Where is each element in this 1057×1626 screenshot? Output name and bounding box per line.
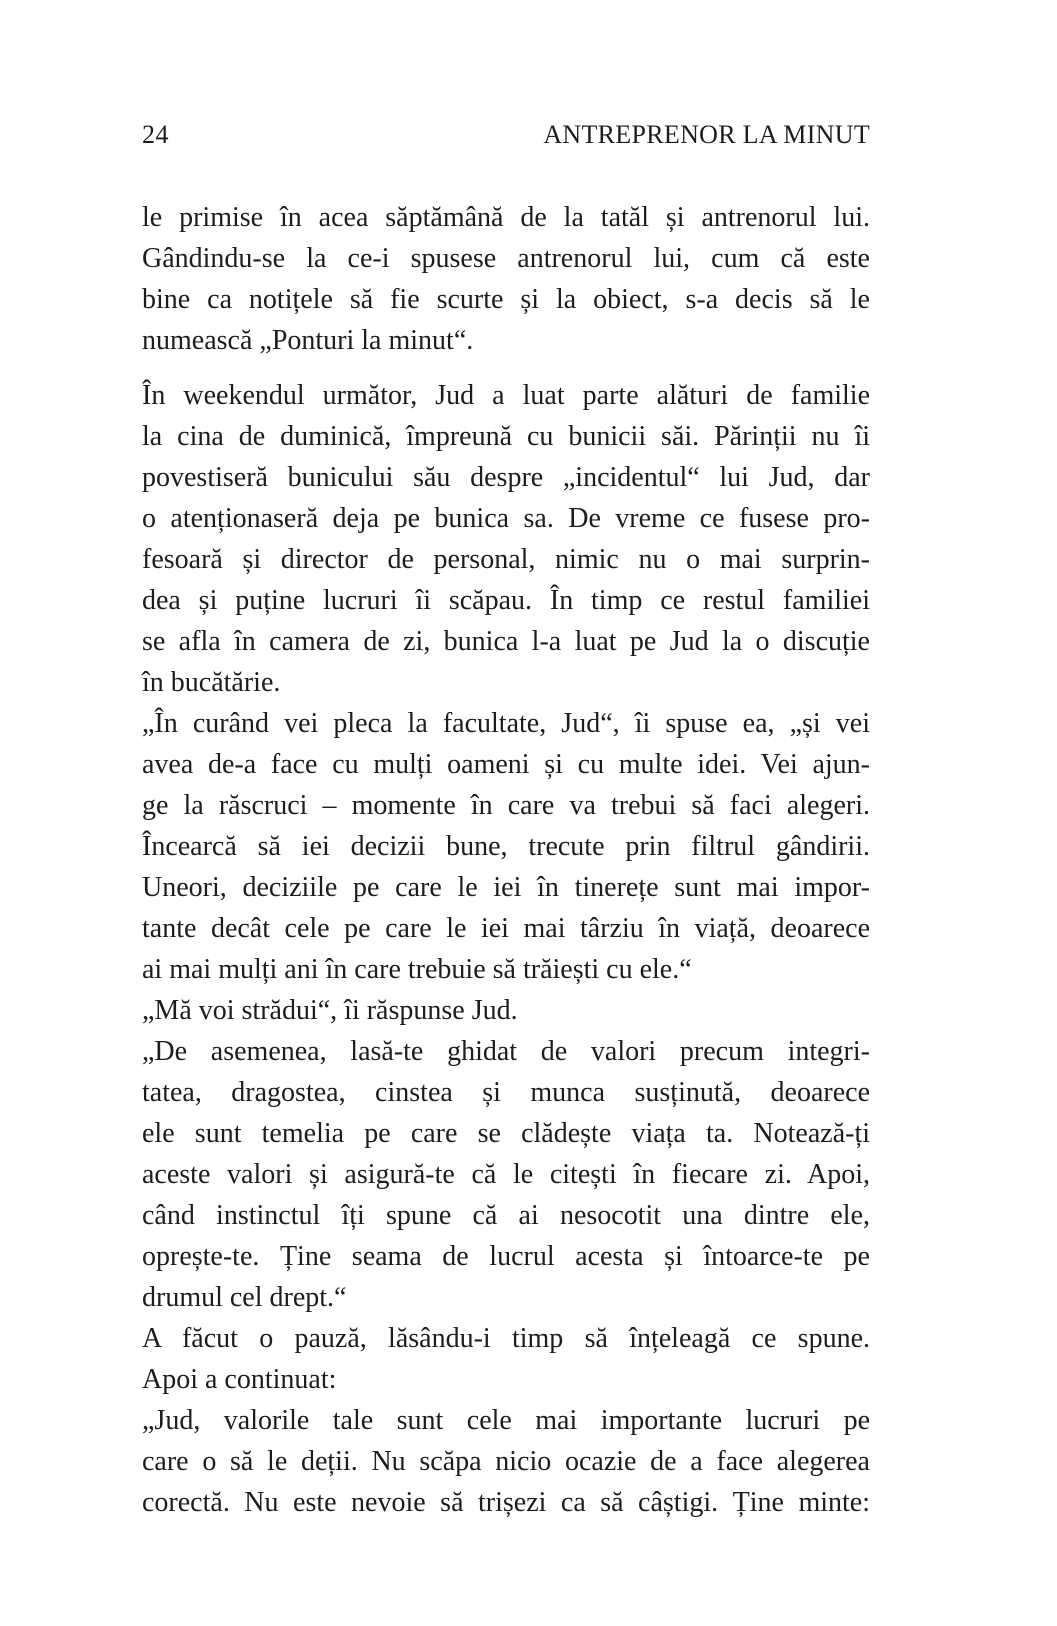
text-line: ge la răscruci – momente în care va trebui să faci alegeri.: [142, 790, 870, 821]
text-line: povestiseră bunicului său despre „incidentul“ lui Jud, dar: [142, 462, 870, 493]
text-line: avea de-a face cu mulți oameni și cu multe idei. Vei ajun-: [142, 749, 870, 780]
running-title: ANTREPRENOR LA MINUT: [543, 120, 870, 149]
text-line: tante decât cele pe care le iei mai târziu în viață, deoarece: [142, 913, 870, 944]
text-line: ai mai mulți ani în care trebuie să trăiești cu ele.“: [142, 954, 692, 985]
text-line: o atenționaseră deja pe bunica sa. De vreme ce fusese pro-: [142, 503, 870, 534]
paragraph: [142, 703, 870, 990]
paragraph: [142, 990, 870, 1031]
page-header: [142, 120, 870, 150]
text-line: aceste valori și asigură-te că le citești în fiecare zi. Apoi,: [142, 1159, 870, 1190]
text-line: când instinctul îți spune că ai nesocotit una dintre ele,: [142, 1200, 870, 1231]
paragraph: [142, 1031, 870, 1318]
text-line: Apoi a continuat:: [142, 1364, 337, 1395]
text-line: se afla în camera de zi, bunica l-a luat pe Jud la o discuție: [142, 626, 870, 657]
paragraph: [142, 197, 870, 361]
text-line: numească „Ponturi la minut“.: [142, 325, 474, 356]
text-line: Gândindu-se la ce-i spusese antrenorul lui, cum că este: [142, 243, 870, 274]
text-line: „În curând vei pleca la facultate, Jud“, îi spuse ea, „și vei: [142, 708, 870, 739]
text-line: la cina de duminică, împreună cu bunicii săi. Părinții nu îi: [142, 421, 870, 452]
text-line: corectă. Nu este nevoie să trișezi ca să câștigi. Ține minte:: [142, 1487, 870, 1518]
text-line: În weekendul următor, Jud a luat parte alături de familie: [142, 380, 870, 411]
text-line: fesoară și director de personal, nimic nu o mai surprin-: [142, 544, 870, 575]
text-line: Uneori, deciziile pe care le iei în tinerețe sunt mai impor-: [142, 872, 870, 903]
text-line: care o să le deții. Nu scăpa nicio ocazie de a face alegerea: [142, 1446, 870, 1477]
text-line: „De asemenea, lasă-te ghidat de valori precum integri-: [142, 1036, 870, 1067]
text-line: drumul cel drept.“: [142, 1282, 347, 1313]
text-line: ele sunt temelia pe care se clădește viața ta. Notează-ți: [142, 1118, 870, 1149]
text-line: dea și puține lucruri îi scăpau. În timp ce restul familiei: [142, 585, 870, 616]
text-line: oprește-te. Ține seama de lucrul acesta și întoarce-te pe: [142, 1241, 870, 1272]
text-line: Încearcă să iei decizii bune, trecute prin filtrul gândirii.: [142, 831, 870, 862]
page-body: [142, 197, 870, 1523]
text-line: în bucătărie.: [142, 667, 281, 698]
paragraph: [142, 1400, 870, 1523]
paragraph: [142, 375, 870, 703]
text-line: „Mă voi strădui“, îi răspunse Jud.: [142, 995, 518, 1026]
paragraph: [142, 1318, 870, 1400]
page-number: 24: [142, 120, 169, 149]
text-line: tatea, dragostea, cinstea și munca susținută, deoarece: [142, 1077, 870, 1108]
text-line: A făcut o pauză, lăsându-i timp să înțeleagă ce spune.: [142, 1323, 870, 1354]
text-line: le primise în acea săptămână de la tatăl și antrenorul lui.: [142, 202, 870, 233]
text-line: „Jud, valorile tale sunt cele mai importante lucruri pe: [142, 1405, 870, 1436]
text-line: bine ca notițele să fie scurte și la obiect, s-a decis să le: [142, 284, 870, 315]
